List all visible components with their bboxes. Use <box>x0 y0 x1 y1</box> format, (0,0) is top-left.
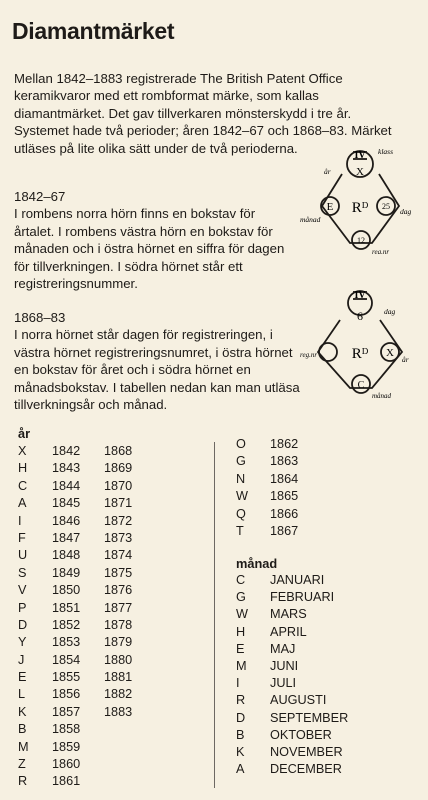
year-letter: I <box>18 513 22 528</box>
month-letter: M <box>236 658 247 673</box>
month-letter: D <box>236 710 246 725</box>
year-letter: V <box>18 583 27 598</box>
year-letter: N <box>236 471 246 486</box>
year-table-row <box>18 721 144 738</box>
month-table-row <box>236 675 348 692</box>
month-table-header: månad <box>236 556 278 571</box>
year-1842-67: 1842 <box>52 444 81 458</box>
diagram-1-klass-label: klass <box>378 147 393 156</box>
diagram-1-west-letter: E <box>326 201 334 213</box>
year-table-row <box>18 443 144 460</box>
year-letter: B <box>18 722 27 737</box>
month-name: JUNI <box>270 658 299 673</box>
month-table-row <box>236 710 348 727</box>
year-letter: A <box>18 496 27 511</box>
month-letter: K <box>236 744 245 759</box>
year-1842-67: 1859 <box>52 739 81 754</box>
year-1842-67: 1857 <box>52 704 81 719</box>
year-letter: T <box>236 523 244 538</box>
year-1842-67: 1847 <box>52 530 81 545</box>
month-letter: G <box>236 590 246 605</box>
diagram-2-dag-label: dag <box>384 307 396 316</box>
year-table-row <box>18 495 144 512</box>
year-letter: J <box>18 652 25 667</box>
year-letter: S <box>18 565 27 580</box>
period-2-heading: 1868–83 <box>14 310 66 325</box>
year-1868-83: 1874 <box>104 548 133 563</box>
diagram-2-east-letter: X <box>386 347 394 359</box>
year-value: 1864 <box>270 471 299 486</box>
month-name: APRIL <box>270 624 307 639</box>
month-table-row <box>236 727 348 744</box>
diagram-2-top-number: 6 <box>357 309 363 323</box>
year-1842-67: 1852 <box>52 617 81 632</box>
year-letter: K <box>18 704 27 719</box>
year-1868-83: 1871 <box>104 496 133 511</box>
year-table-row <box>236 453 322 470</box>
diagram-2-south-letter: C <box>357 380 365 391</box>
month-letter: C <box>236 573 246 587</box>
diagram-2-top-numeral: IV <box>354 290 366 301</box>
lookup-tables <box>0 424 428 794</box>
year-1842-67: 1848 <box>52 548 81 563</box>
year-table-right <box>236 436 322 540</box>
month-table-row <box>236 606 348 623</box>
year-letter: F <box>18 530 26 545</box>
diagram-1-top-letter: X <box>356 166 364 178</box>
year-value: 1863 <box>270 454 299 469</box>
diagram-1-south-number: 12 <box>357 236 365 245</box>
year-table-row <box>18 460 144 477</box>
year-1868-83: 1878 <box>104 617 133 632</box>
year-letter: Z <box>18 757 26 772</box>
year-letter: O <box>236 437 246 451</box>
month-table-row <box>236 572 348 589</box>
period-1-heading: 1842–67 <box>14 189 66 204</box>
year-table-row <box>18 756 144 773</box>
year-value: 1867 <box>270 523 299 538</box>
year-1868-83: 1868 <box>104 444 133 458</box>
year-value: 1866 <box>270 506 299 521</box>
year-letter: Y <box>18 635 27 650</box>
month-table <box>236 572 348 778</box>
diagram-2-ar-label: år <box>402 355 409 364</box>
year-value: 1862 <box>270 437 299 451</box>
year-table-row <box>236 488 322 505</box>
year-letter: L <box>18 687 26 702</box>
year-table-row <box>18 565 144 582</box>
diagram-1-ar-label: år <box>324 167 331 176</box>
year-table-row <box>236 506 322 523</box>
diagram-1-regnr-label: reg.nr <box>372 248 390 254</box>
year-1842-67: 1853 <box>52 635 81 650</box>
year-letter: E <box>18 670 27 685</box>
diagram-2-manad-label: månad <box>372 392 392 400</box>
period-2-text: I norra hörnet står dagen för registreringen, i västra hörnet registreringsnumret, i östra hörnet en bokstav för året och i södra hörnet en månadsbokstav. I tabellen nedan kan man utläsa tillverkningsår och månad. <box>14 327 300 413</box>
year-1868-83: 1876 <box>104 583 133 598</box>
diagram-2-regnr-label: reg.nr <box>300 351 318 359</box>
year-table-row <box>18 686 144 703</box>
month-letter: E <box>236 641 245 656</box>
year-1868-83: 1872 <box>104 513 133 528</box>
period-1868-83 <box>14 309 304 413</box>
diagram-1-top-numeral: IV <box>354 150 366 161</box>
year-1868-83: 1880 <box>104 652 133 667</box>
diamond-mark-diagram-1868-83 <box>300 286 420 404</box>
year-table-row <box>18 547 144 564</box>
year-1868-83: 1869 <box>104 461 133 476</box>
month-table-row <box>236 658 348 675</box>
diagram-1-center-mark: Rᴰ <box>351 200 369 216</box>
year-table-row <box>18 513 144 530</box>
year-letter: X <box>18 444 27 458</box>
year-1842-67: 1856 <box>52 687 81 702</box>
month-letter: B <box>236 727 245 742</box>
year-1868-83: 1875 <box>104 565 133 580</box>
year-table-row <box>18 739 144 756</box>
year-1842-67: 1860 <box>52 757 81 772</box>
diamond-mark-diagram-1842-67 <box>300 136 420 254</box>
month-table-row <box>236 624 348 641</box>
year-table-row <box>236 436 322 453</box>
month-letter: I <box>236 676 240 691</box>
year-table-row <box>18 704 144 721</box>
year-1868-83: 1883 <box>104 704 133 719</box>
year-letter: Q <box>236 506 246 521</box>
year-table-row <box>18 773 144 790</box>
year-1868-83: 1877 <box>104 600 133 615</box>
year-letter: D <box>18 617 28 632</box>
month-name: MARS <box>270 607 307 622</box>
year-1842-67: 1846 <box>52 513 81 528</box>
month-table-row <box>236 744 348 761</box>
year-table-row <box>18 652 144 669</box>
year-1842-67: 1844 <box>52 478 81 493</box>
month-table-row <box>236 641 348 658</box>
year-letter: R <box>18 774 28 789</box>
year-table-row <box>18 530 144 547</box>
year-1842-67: 1849 <box>52 565 81 580</box>
year-value: 1865 <box>270 489 299 504</box>
month-name: MAJ <box>270 641 296 656</box>
year-1842-67: 1850 <box>52 583 81 598</box>
year-letter: G <box>236 454 246 469</box>
period-1-text: I rombens norra hörn finns en bokstav för årtalet. I rombens västra hörn en bokstav för månaden och i östra hörnet en siffra för dagen för tillverkningen. I södra hörnet står ett registreringsnummer. <box>14 206 285 292</box>
month-name: DECEMBER <box>270 762 342 777</box>
year-letter: M <box>18 739 29 754</box>
year-table-row <box>18 582 144 599</box>
month-name: FEBRUARI <box>270 590 335 605</box>
year-1868-83: 1870 <box>104 478 133 493</box>
year-1842-67: 1854 <box>52 652 81 667</box>
month-name: OKTOBER <box>270 727 332 742</box>
year-1868-83: 1873 <box>104 530 133 545</box>
period-1842-67 <box>14 188 299 292</box>
month-name: JULI <box>270 676 297 691</box>
month-name: SEPTEMBER <box>270 710 349 725</box>
year-table-header: år <box>18 426 31 441</box>
year-table-row <box>18 669 144 686</box>
year-1842-67: 1858 <box>52 722 81 737</box>
month-table-row <box>236 589 348 606</box>
year-letter: U <box>18 548 28 563</box>
month-letter: R <box>236 693 246 708</box>
year-1868-83: 1882 <box>104 687 133 702</box>
year-table-row <box>236 523 322 540</box>
year-table-row <box>18 478 144 495</box>
year-letter: H <box>18 461 28 476</box>
year-letter: P <box>18 600 27 615</box>
year-1868-83: 1879 <box>104 635 133 650</box>
year-1842-67: 1851 <box>52 600 81 615</box>
year-table-row <box>18 600 144 617</box>
year-table-row <box>18 634 144 651</box>
intro-paragraph: Mellan 1842–1883 registrerade The British Patent Office keramikvaror med ett rombformat märke, som kallas diamantmärket. Det gav tillverkaren mönsterskydd i tre år. Systemet hade två perioder; åren 1842–67 och 1868–83. Märket utläses på lite olika sätt under de två perioderna. <box>14 71 392 156</box>
year-letter: W <box>236 489 248 504</box>
diagram-2-center-mark: Rᴰ <box>351 346 369 362</box>
year-1868-83: 1881 <box>104 670 133 685</box>
diagram-1-east-number: 25 <box>382 202 390 211</box>
year-table-row <box>236 471 322 488</box>
year-1842-67: 1843 <box>52 461 81 476</box>
month-table-row <box>236 761 348 778</box>
diagram-1-manad-label: månad <box>300 215 321 224</box>
column-divider <box>214 442 215 788</box>
diagram-1-dag-label: dag <box>400 207 412 216</box>
page-title: Diamantmärket <box>12 18 175 44</box>
month-name: NOVEMBER <box>270 744 343 759</box>
month-table-row <box>236 692 348 709</box>
year-1842-67: 1861 <box>52 774 81 789</box>
month-letter: H <box>236 624 246 639</box>
year-table-left <box>18 443 144 791</box>
year-1842-67: 1855 <box>52 670 81 685</box>
month-letter: W <box>236 607 248 622</box>
month-letter: A <box>236 762 245 777</box>
year-letter: C <box>18 478 28 493</box>
month-name: JANUARI <box>270 573 325 587</box>
year-table-row <box>18 617 144 634</box>
month-name: AUGUSTI <box>270 693 327 708</box>
year-1842-67: 1845 <box>52 496 81 511</box>
